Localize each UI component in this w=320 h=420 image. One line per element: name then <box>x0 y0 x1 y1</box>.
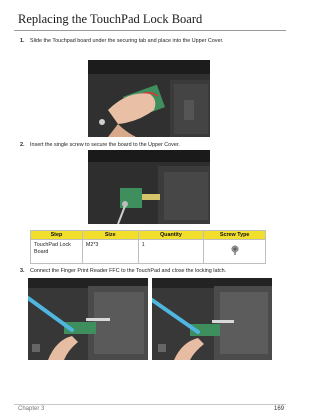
header-quantity: Quantity <box>138 231 204 240</box>
footer-chapter: Chapter 3 <box>18 406 45 412</box>
step-3-text: Connect the Finger Print Reader FFC to the TouchPad and close the locking latch. <box>30 268 227 274</box>
step-3-left-illustration <box>28 278 148 360</box>
step-2-photo <box>88 150 210 224</box>
step-2-number: 2. <box>20 142 25 148</box>
cell-step: TouchPad Lock Board <box>31 240 83 264</box>
header-step: Step <box>31 231 83 240</box>
page-number: 169 <box>273 406 284 412</box>
step-1-photo-illustration <box>88 60 210 137</box>
cell-size: M2*3 <box>82 240 138 264</box>
cell-screw-type <box>204 240 266 264</box>
step-1 <box>20 38 224 45</box>
step-2-photo-illustration <box>88 150 210 224</box>
table-header-row <box>31 231 266 240</box>
step-1-photo <box>88 60 210 137</box>
step-3 <box>20 268 226 275</box>
title-divider <box>14 30 286 31</box>
header-screw-type: Screw Type <box>204 231 266 240</box>
page-title: Replacing the TouchPad Lock Board <box>18 12 203 26</box>
step-3-photo-left <box>28 278 148 360</box>
step-3-photo-right <box>152 278 272 360</box>
header-size: Size <box>82 231 138 240</box>
step-1-text: Slide the Touchpad board under the securing tab and place into the Upper Cover. <box>30 38 224 44</box>
step-1-number: 1. <box>20 38 25 44</box>
step-2 <box>20 142 180 149</box>
step-3-number: 3. <box>20 268 25 274</box>
step-3-right-illustration <box>152 278 272 360</box>
screw-icon <box>230 245 240 255</box>
footer-divider <box>14 404 286 405</box>
step-2-text: Insert the single screw to secure the board to the Upper Cover. <box>30 142 180 148</box>
cell-quantity: 1 <box>138 240 204 264</box>
screw-spec-table <box>30 230 266 264</box>
table-row <box>31 240 266 264</box>
